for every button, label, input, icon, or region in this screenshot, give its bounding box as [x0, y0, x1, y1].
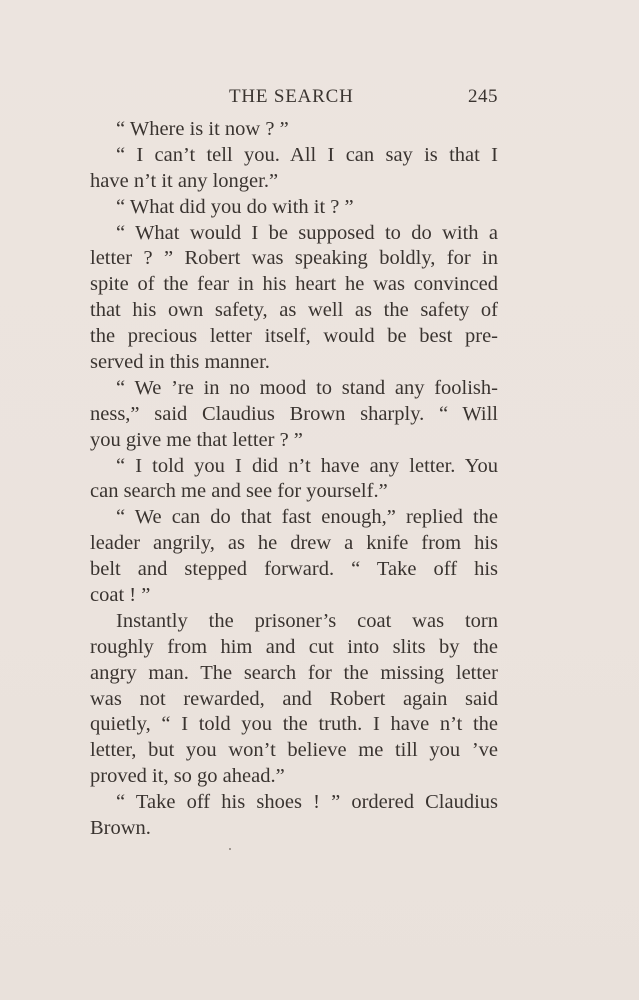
text-line: belt and stepped forward. “ Take off his	[90, 558, 498, 581]
text-line: “ Take off his shoes ! ” ordered Claudius	[116, 791, 498, 814]
text-line: have n’t it any longer.”	[90, 169, 279, 192]
text-line: that his own safety, as well as the safety of	[90, 299, 498, 322]
text-line: “ What did you do with it ? ”	[116, 195, 354, 218]
paper-speck	[229, 848, 231, 850]
body-text	[90, 117, 498, 842]
text-line: roughly from him and cut into slits by the	[90, 635, 498, 658]
text-line: letter ? ” Robert was speaking boldly, for in	[90, 247, 498, 270]
text-line: “ I told you I did n’t have any letter. You	[116, 454, 498, 477]
running-head	[90, 86, 498, 112]
text-line: you give me that letter ? ”	[90, 428, 303, 451]
text-line: can search me and see for yourself.”	[90, 480, 388, 503]
text-line: coat ! ”	[90, 584, 151, 607]
text-line: “ What would I be supposed to do with a	[116, 221, 498, 244]
text-line: angry man. The search for the missing letter	[90, 661, 498, 684]
text-line: Instantly the prisoner’s coat was torn	[116, 609, 498, 632]
chapter-title: THE SEARCH	[229, 86, 354, 107]
text-line: letter, but you won’t believe me till you ’ve	[90, 739, 498, 762]
text-line: “ We can do that fast enough,” replied the	[116, 506, 498, 529]
text-line: Brown.	[90, 817, 151, 840]
text-line: was not rewarded, and Robert again said	[90, 687, 498, 710]
text-line: “ We ’re in no mood to stand any foolish-	[116, 376, 498, 399]
text-line: the precious letter itself, would be best pre-	[90, 325, 498, 348]
text-line: proved it, so go ahead.”	[90, 765, 285, 788]
text-line: ness,” said Claudius Brown sharply. “ Will	[90, 402, 498, 425]
text-line: served in this manner.	[90, 351, 270, 374]
text-line: spite of the fear in his heart he was convinced	[90, 273, 498, 296]
text-line: “ Where is it now ? ”	[116, 118, 289, 140]
text-line: “ I can’t tell you. All I can say is that I	[116, 143, 498, 166]
text-line: quietly, “ I told you the truth. I have n’t the	[90, 713, 498, 736]
text-line: leader angrily, as he drew a knife from his	[90, 532, 498, 555]
page-number: 245	[468, 86, 498, 107]
